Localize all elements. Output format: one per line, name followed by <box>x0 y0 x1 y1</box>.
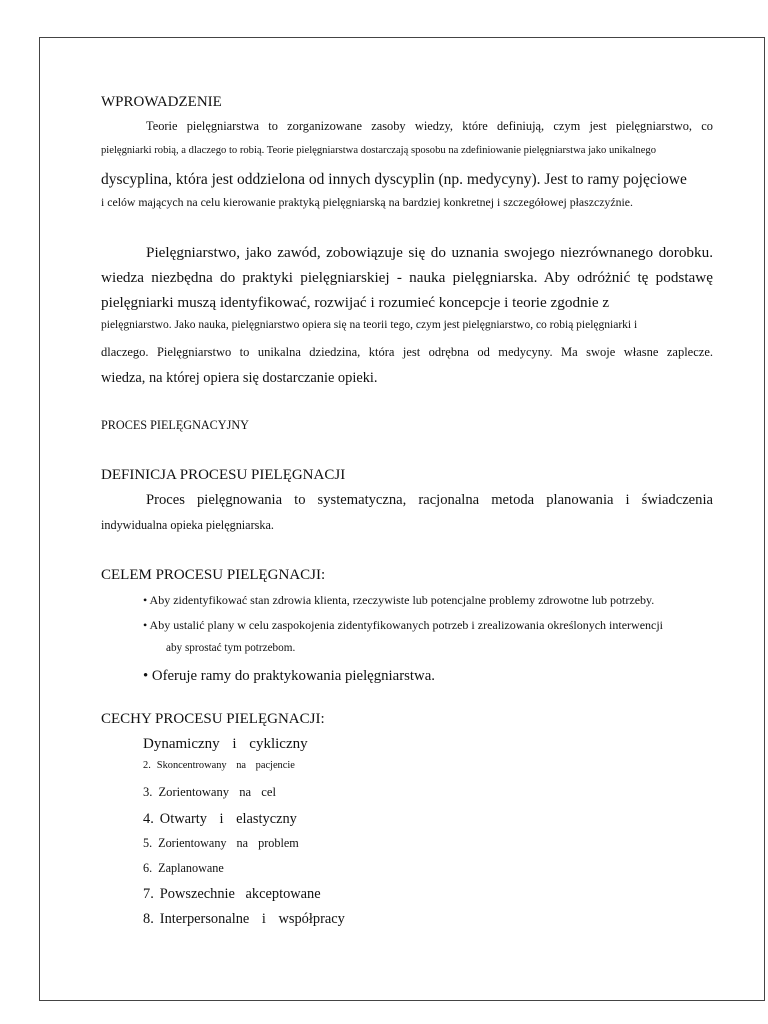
feature-item-3-number: 3. <box>143 785 153 799</box>
feature-item-5-number: 5. <box>143 836 153 850</box>
feature-item-8-number: 8. <box>143 911 154 927</box>
feature-item-1 <box>143 737 308 752</box>
goal-bullet-1: • Aby zidentyfikować stan zdrowia klienta, rzeczywiste lub potencjalne problemy zdrowotne lub potrzeby. <box>143 593 655 607</box>
section-heading-process: PROCES PIELĘGNACYJNY <box>101 418 249 432</box>
feature-item-7-text: Powszechnie akceptowane <box>159 886 321 902</box>
feature-item-3-text: Zorientowany na cel <box>158 785 276 799</box>
intro-p2-line-5: dlaczego. Pielęgniarstwo to unikalna dziedzina, która jest odrębna od medycyny. Ma swoje własne zaplecze. <box>101 345 713 359</box>
feature-item-4-text: Otwarty i elastyczny <box>159 811 297 827</box>
section-heading-intro: WPROWADZENIE <box>101 94 222 110</box>
definition-line-2: indywidualna opieka pielęgniarska. <box>101 518 274 532</box>
feature-item-6-text: Zaplanowane <box>158 861 224 875</box>
intro-p2-line-1: Pielęgniarstwo, jako zawód, zobowiązuje się do uznania swojego niezrównanego dorobku. <box>146 244 713 261</box>
feature-item-3 <box>143 786 276 799</box>
feature-item-2 <box>143 761 295 771</box>
feature-item-4 <box>143 812 297 826</box>
intro-p1-line-4: i celów mających na celu kierowanie praktyką pielęgniarską na bardziej konkretnej i szczegółowej płaszczyźnie. <box>101 195 633 209</box>
section-heading-features: CECHY PROCESU PIELĘGNACJI: <box>101 711 325 727</box>
feature-item-5-text: Zorientowany na problem <box>158 836 299 850</box>
section-heading-definition: DEFINICJA PROCESU PIELĘGNACJI <box>101 467 346 483</box>
feature-item-8 <box>143 912 345 926</box>
feature-item-2-number: 2. <box>143 760 151 771</box>
feature-item-2-text: Skoncentrowany na pacjencie <box>156 760 295 771</box>
feature-item-6 <box>143 862 224 874</box>
feature-item-8-text: Interpersonalne i współpracy <box>159 911 345 927</box>
feature-item-7 <box>143 887 321 901</box>
goal-bullet-2-continuation: aby sprostać tym potrzebom. <box>166 642 296 654</box>
goal-bullet-3: • Oferuje ramy do praktykowania pielęgniarstwa. <box>143 668 435 684</box>
intro-p2-line-2: wiedza niezbędna do praktyki pielęgniarskiej - nauka pielęgniarska. Aby odróżnić tę podstawę <box>101 269 713 286</box>
intro-p1-line-2: pielęgniarki robią, a dlaczego to robią. Teorie pielęgniarstwa dostarczają sposobu na zdefiniowanie pielęgniarstwa jako unikalnego <box>101 145 657 156</box>
goal-bullet-2: • Aby ustalić plany w celu zaspokojenia zidentyfikowanych potrzeb i zrealizowania określonych interwencji <box>143 618 664 632</box>
intro-p2-line-4: pielęgniarstwo. Jako nauka, pielęgniarstwo opiera się na teorii tego, czym jest pielęgniarstwo, co robią pielęgniarki i <box>101 319 638 331</box>
intro-p2-line-3: pielęgniarki muszą identyfikować, rozwijać i rozumieć koncepcje i teorie zgodnie z <box>101 294 610 311</box>
definition-line-1: Proces pielęgnowania to systematyczna, racjonalna metoda planowania i świadczenia <box>146 492 713 508</box>
intro-p1-line-3: dyscyplina, która jest oddzielona od innych dyscyplin (np. medycyny). Jest to ramy pojęciowe <box>101 171 687 188</box>
feature-item-1-text: Dynamiczny i cykliczny <box>143 736 308 752</box>
feature-item-5 <box>143 837 299 849</box>
intro-p2-line-6: wiedza, na której opiera się dostarczanie opieki. <box>101 370 378 386</box>
intro-p1-line-1: Teorie pielęgniarstwa to zorganizowane zasoby wiedzy, które definiują, czym jest pielęgniarstwo, co <box>146 119 713 133</box>
section-heading-goal: CELEM PROCESU PIELĘGNACJI: <box>101 567 326 583</box>
feature-item-6-number: 6. <box>143 861 153 875</box>
feature-item-4-number: 4. <box>143 811 154 827</box>
feature-item-7-number: 7. <box>143 886 154 902</box>
